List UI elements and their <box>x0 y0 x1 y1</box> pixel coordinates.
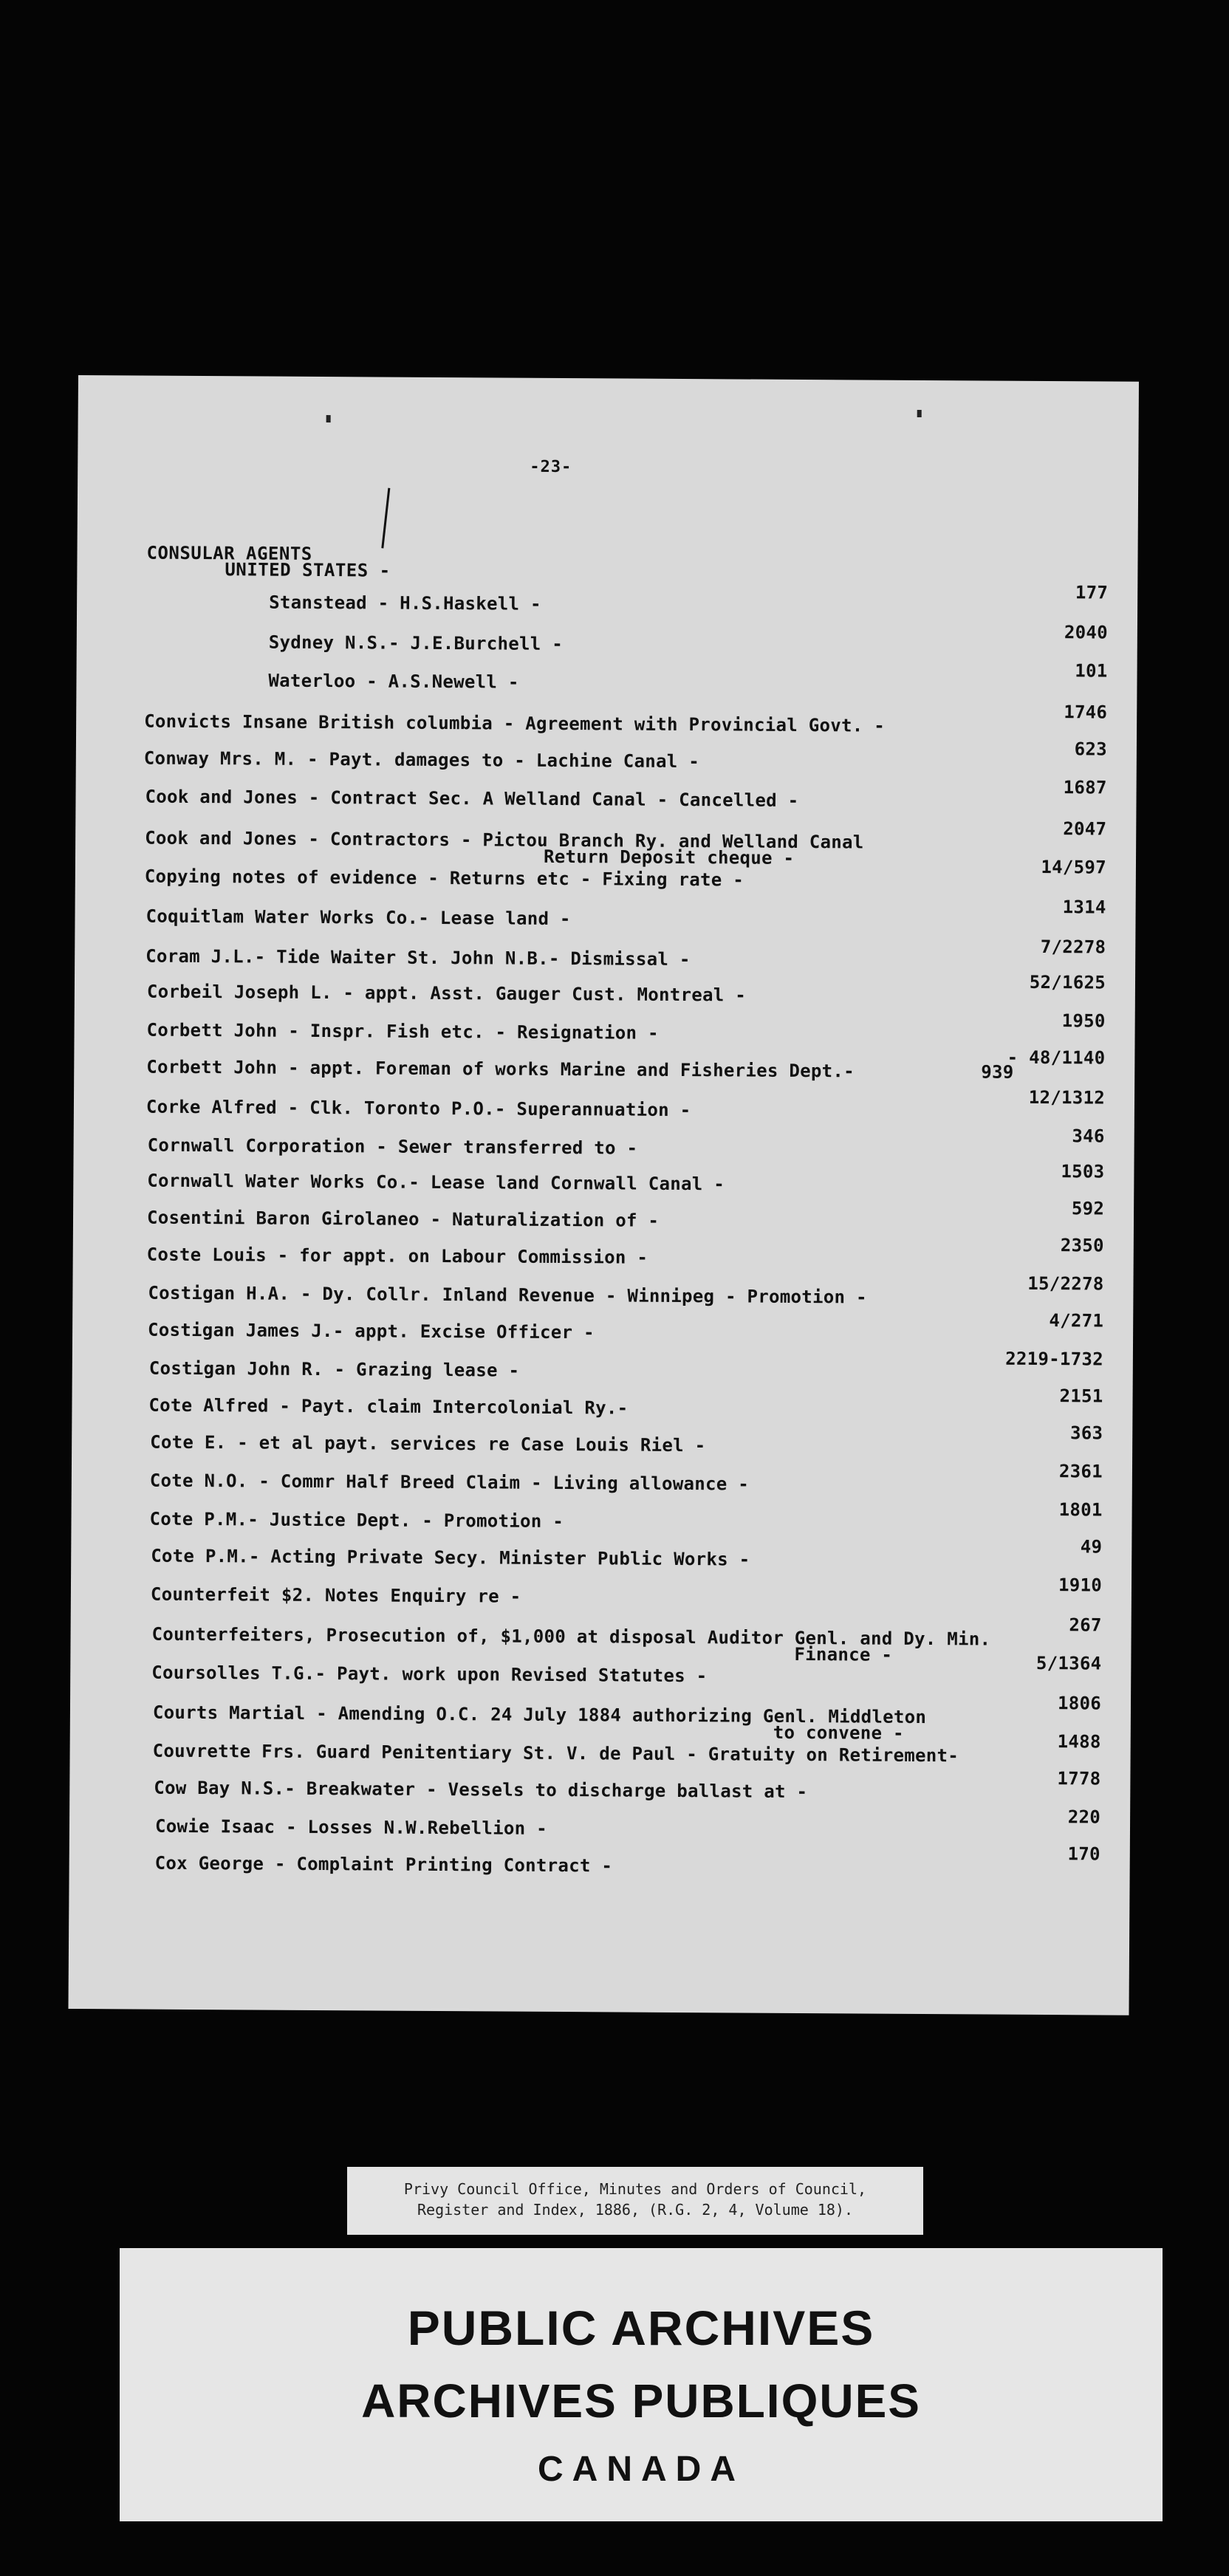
index-entry <box>146 1046 1106 1089</box>
index-entry <box>147 1161 1105 1203</box>
archive-caption <box>347 2167 923 2235</box>
index-entry <box>268 660 1108 702</box>
entry-text: Cosentini Baron Girolaneo - Naturalization of - <box>146 1207 660 1231</box>
index-entry <box>269 582 1109 624</box>
speck-mark <box>326 415 331 422</box>
entry-text: Counterfeit $2. Notes Enquiry re - <box>150 1583 521 1607</box>
index-entry <box>147 1126 1105 1168</box>
entry-reference-number: 7/2278 <box>1040 936 1106 958</box>
index-entry <box>146 1086 1106 1129</box>
entry-text: Cornwall Corporation - Sewer transferred to - <box>147 1134 638 1159</box>
register-page <box>68 375 1138 2015</box>
entry-reference-number: 1746 <box>1064 702 1108 723</box>
index-entry <box>150 1575 1103 1617</box>
entry-reference-number: 1801 <box>1058 1499 1103 1521</box>
entry-reference-number: 346 <box>1072 1126 1105 1147</box>
entry-text: Corke Alfred - Clk. Toronto P.O.- Superannuation - <box>146 1096 691 1121</box>
entry-reference-number: 2219-1732 <box>1005 1348 1103 1370</box>
index-entry <box>146 897 1106 939</box>
entry-text: Sydney N.S.- J.E.Burchell - <box>268 631 564 655</box>
entry-text: Costigan John R. - Grazing lease - <box>148 1357 520 1381</box>
entry-text: Conway Mrs. M. - Payt. damages to - Lachine Canal - <box>143 747 700 773</box>
entry-text: Cote N.O. - Commr Half Breed Claim - Living allowance - <box>149 1470 750 1495</box>
caption-line: Privy Council Office, Minutes and Orders of Council, <box>403 2180 867 2198</box>
index-entry <box>148 1385 1103 1428</box>
section-heading: CONSULAR AGENTS <box>146 542 312 564</box>
entry-text: Coram J.L.- Tide Waiter St. John N.B.- Dismissal - <box>146 945 691 970</box>
entry-reference-number: 1806 <box>1057 1693 1102 1714</box>
index-entry <box>149 1499 1103 1541</box>
entry-reference-number: 1503 <box>1061 1161 1105 1182</box>
index-entry <box>144 702 1108 744</box>
entry-reference-number: 5/1364 <box>1035 1652 1102 1674</box>
index-entry <box>145 777 1107 819</box>
entry-reference-number: 12/1312 <box>1028 1086 1106 1109</box>
entry-reference-number: 1687 <box>1063 777 1107 798</box>
entry-reference-number: 170 <box>1067 1843 1100 1865</box>
entry-reference-number: 177 <box>1075 582 1109 603</box>
entry-text: Costigan H.A. - Dy. Collr. Inland Revenue - Winnipeg - Promotion - <box>148 1282 867 1308</box>
entry-reference-number: 14/597 <box>1041 856 1107 878</box>
entry-reference-number: 1488 <box>1057 1731 1101 1753</box>
page-number: -23- <box>530 457 572 477</box>
entry-continuation: Return Deposit cheque - <box>543 846 795 869</box>
entry-reference-number: 49 <box>1080 1536 1103 1558</box>
entry-secondary-ref: 939 <box>981 1061 1014 1083</box>
entry-reference-number: 363 <box>1069 1422 1103 1444</box>
entry-reference-number: 220 <box>1067 1806 1101 1828</box>
entry-reference-number: 1778 <box>1057 1768 1101 1789</box>
index-entry <box>146 1198 1105 1240</box>
index-entry <box>146 971 1106 1014</box>
stamp-line-archives-publiques: ARCHIVES PUBLIQUES <box>361 2374 921 2428</box>
entry-reference-number: - 48/1140 <box>1007 1046 1106 1069</box>
entry-reference-number: 2361 <box>1058 1461 1103 1482</box>
entry-text: Corbett John - appt. Foreman of works Marine and Fisheries Dept.- <box>146 1056 855 1082</box>
entry-text: Coste Louis - for appt. on Labour Commission - <box>146 1244 648 1268</box>
entry-text: Cow Bay N.S.- Breakwater - Vessels to discharge ballast at - <box>154 1777 808 1803</box>
index-entry <box>154 1768 1101 1810</box>
stamp-line-canada: CANADA <box>538 2450 744 2489</box>
entry-text: Cornwall Water Works Co.- Lease land Cornwall Canal - <box>147 1170 725 1195</box>
entry-reference-number: 1950 <box>1061 1010 1106 1032</box>
entry-text: Cook and Jones - Contractors - Pictou Branch Ry. and Welland Canal <box>145 827 864 853</box>
section-subheading: UNITED STATES - <box>225 559 391 581</box>
entry-text: Stanstead - H.S.Haskell - <box>269 592 541 614</box>
entry-continuation: to convene - <box>773 1722 904 1744</box>
index-entry <box>143 739 1108 781</box>
stamp-line-public-archives: PUBLIC ARCHIVES <box>407 2301 875 2355</box>
entry-text: Cox George - Complaint Printing Contract - <box>154 1852 613 1877</box>
entry-text: Corbeil Joseph L. - appt. Asst. Gauger Cust. Montreal - <box>146 981 747 1006</box>
index-entry <box>150 1422 1103 1465</box>
entry-text: Copying notes of evidence - Returns etc - Fixing rate - <box>144 866 744 891</box>
entry-reference-number: 623 <box>1074 739 1108 760</box>
entry-text: Corbett John - Inspr. Fish etc. - Resignation - <box>146 1019 659 1044</box>
entry-text: Courts Martial - Amending O.C. 24 July 1884 authorizing Genl. Middleton <box>152 1702 927 1728</box>
entry-reference-number: 52/1625 <box>1029 971 1106 993</box>
entry-reference-number: 101 <box>1075 660 1108 682</box>
entry-continuation: Finance - <box>794 1643 893 1665</box>
entry-text: Convicts Insane British columbia - Agreement with Provincial Govt. - <box>144 710 886 736</box>
entry-reference-number: 2040 <box>1064 622 1108 643</box>
index-entry <box>268 622 1108 664</box>
entry-text: Couvrette Frs. Guard Penitentiary St. V. de Paul - Gratuity on Retirement- <box>152 1740 959 1767</box>
entry-reference-number: 1910 <box>1058 1575 1103 1596</box>
index-entry <box>151 1536 1103 1578</box>
index-entry <box>146 1010 1106 1052</box>
index-entry <box>148 1310 1104 1352</box>
entry-text: Counterfeiters, Prosecution of, $1,000 at disposal Auditor Genl. and Dy. Min. <box>151 1623 991 1650</box>
index-entry <box>148 1348 1103 1391</box>
entry-text: Coursolles T.G.- Payt. work upon Revised Statutes - <box>151 1662 708 1687</box>
entry-text: Costigan James J.- appt. Excise Officer - <box>148 1319 595 1343</box>
entry-reference-number: 2151 <box>1059 1385 1103 1407</box>
entry-text: Cote P.M.- Justice Dept. - Promotion - <box>149 1508 564 1532</box>
entry-reference-number: 1314 <box>1062 897 1106 918</box>
speck-mark <box>917 410 922 417</box>
index-entry <box>149 1461 1103 1503</box>
index-entry <box>154 1806 1101 1849</box>
entry-text: Cook and Jones - Contract Sec. A Welland Canal - Cancelled - <box>145 786 799 811</box>
entry-text: Waterloo - A.S.Newell - <box>268 670 519 693</box>
index-entry <box>154 1843 1100 1885</box>
entry-text: Coquitlam Water Works Co.- Lease land - <box>146 905 571 930</box>
entry-reference-number: 2350 <box>1060 1235 1104 1256</box>
entry-text: Cowie Isaac - Losses N.W.Rebellion - <box>154 1815 548 1839</box>
entry-reference-number: 267 <box>1069 1614 1102 1636</box>
entry-reference-number: 15/2278 <box>1027 1272 1104 1295</box>
entry-text: Cote Alfred - Payt. claim Intercolonial Ry.- <box>148 1394 629 1419</box>
entry-text: Cote P.M.- Acting Private Secy. Minister Public Works - <box>151 1545 750 1570</box>
index-entry <box>146 1235 1104 1277</box>
pen-mark <box>381 488 390 549</box>
entry-text: Cote E. - et al payt. services re Case Louis Riel - <box>150 1431 706 1456</box>
entry-reference-number: 4/271 <box>1049 1310 1104 1332</box>
caption-line: Register and Index, 1886, (R.G. 2, 4, Volume 18). <box>417 2201 853 2219</box>
entry-reference-number: 2047 <box>1063 818 1107 840</box>
index-entry <box>148 1272 1104 1315</box>
archives-stamp <box>120 2248 1163 2521</box>
entry-reference-number: 592 <box>1071 1198 1105 1219</box>
index-entry <box>146 936 1106 979</box>
